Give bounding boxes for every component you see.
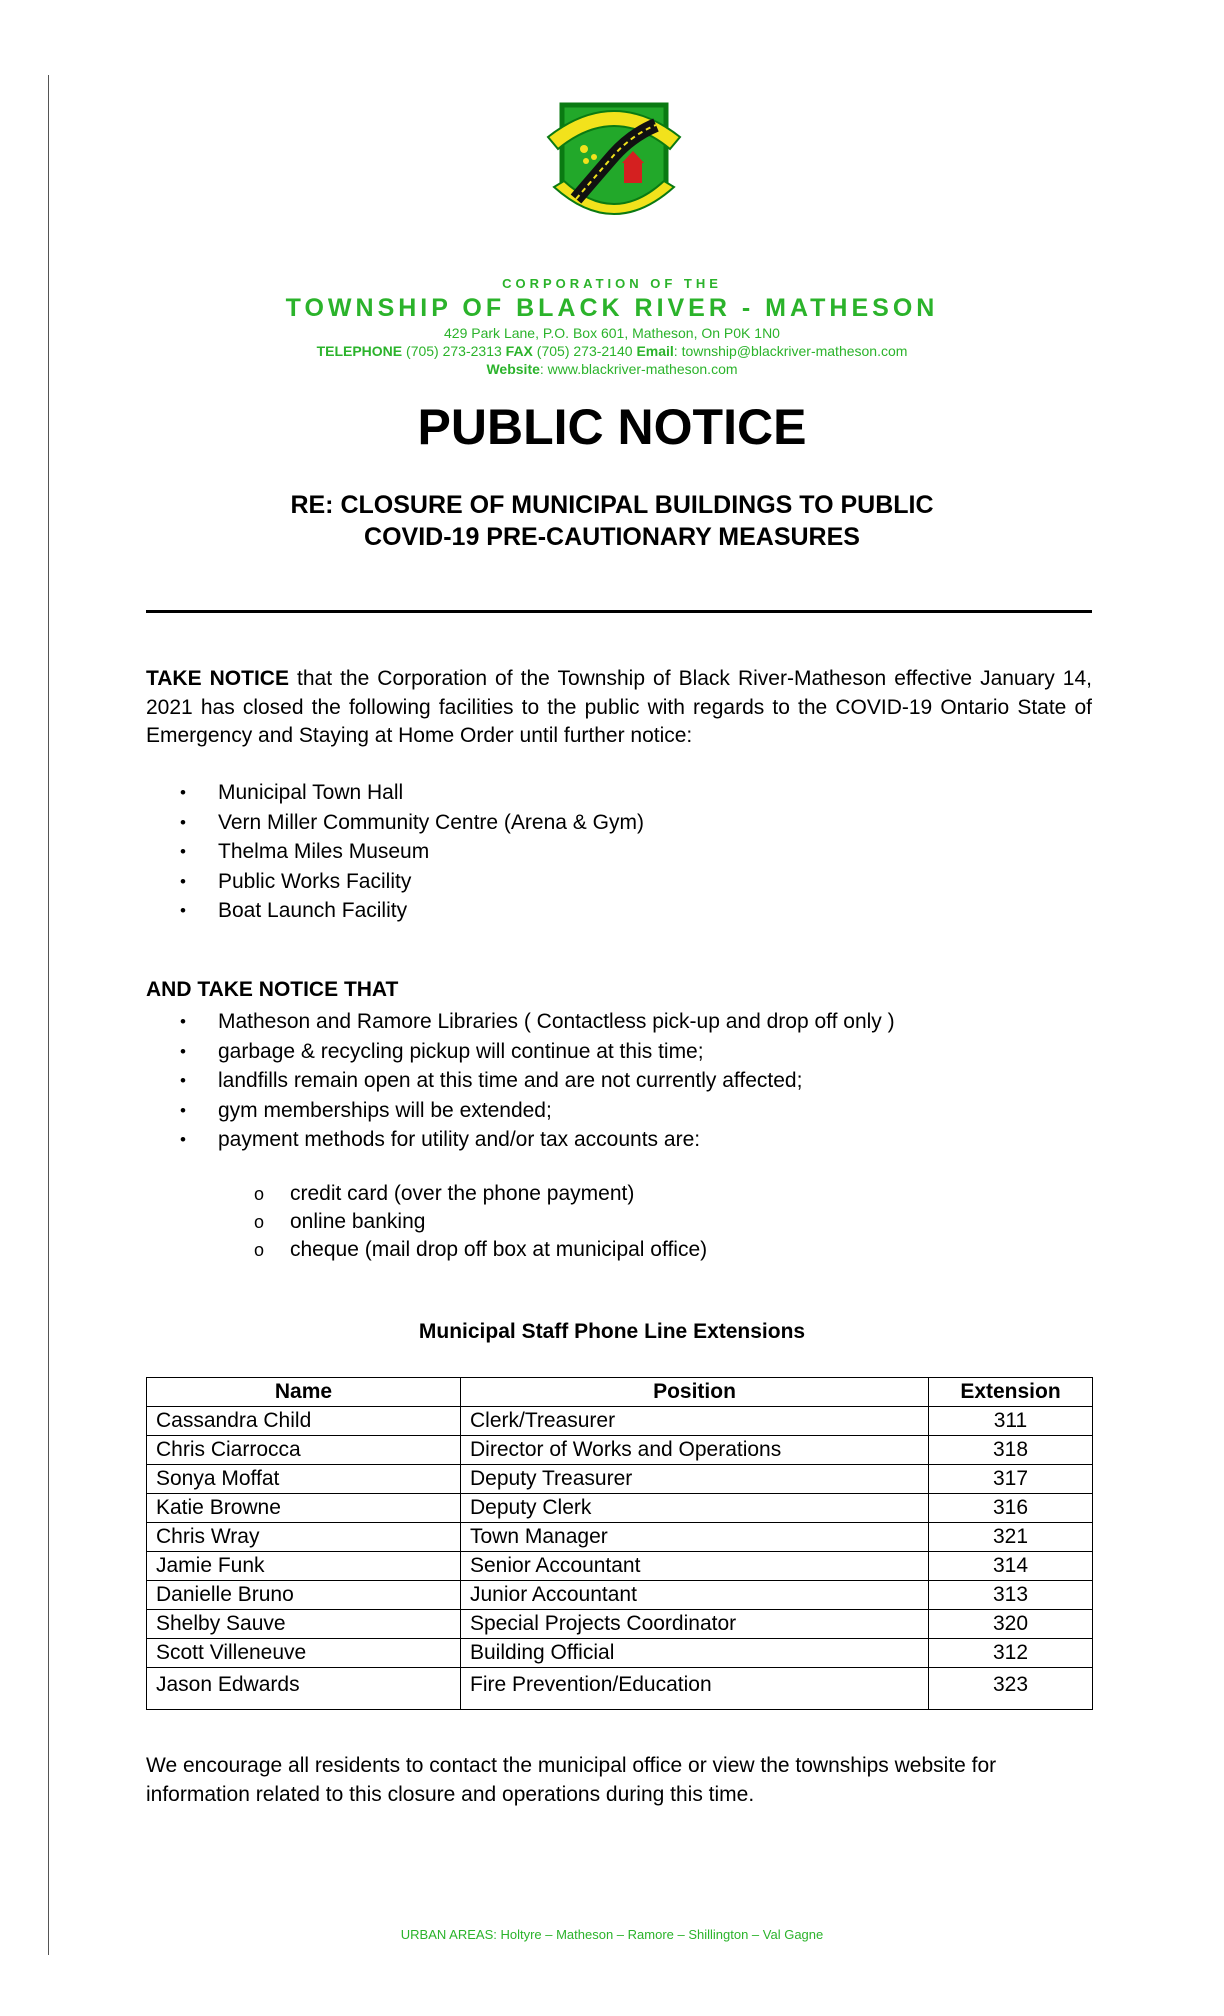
staff-name: Jamie Funk (147, 1552, 461, 1581)
township-address: 429 Park Lane, P.O. Box 601, Matheson, On P0K 1N0 (444, 325, 780, 341)
fax-number: (705) 273-2140 (536, 343, 633, 359)
table-row (147, 1494, 1093, 1523)
list-item: o cheque (mail drop off box at municipal office) (254, 1236, 707, 1264)
staff-extension: 323 (929, 1668, 1093, 1710)
staff-extension: 314 (929, 1552, 1093, 1581)
staff-position: Clerk/Treasurer (461, 1407, 929, 1436)
list-item: • Thelma Miles Museum (180, 837, 644, 867)
notices-list (180, 1007, 895, 1155)
list-item: o online banking (254, 1208, 707, 1236)
staff-name: Sonya Moffat (147, 1465, 461, 1494)
table-row (147, 1465, 1093, 1494)
and-take-notice-heading: AND TAKE NOTICE THAT (146, 978, 399, 1001)
payment-methods-list (254, 1180, 707, 1264)
table-row (147, 1581, 1093, 1610)
list-item: • payment methods for utility and/or tax accounts are: (180, 1125, 895, 1155)
staff-extension: 316 (929, 1494, 1093, 1523)
staff-position: Deputy Treasurer (461, 1465, 929, 1494)
list-item: • Vern Miller Community Centre (Arena & Gym) (180, 808, 644, 838)
column-header-extension: Extension (929, 1378, 1093, 1407)
fax-label: FAX (505, 343, 533, 359)
staff-extension: 317 (929, 1465, 1093, 1494)
closing-paragraph: We encourage all residents to contact the municipal office or view the townships website for information related to this closure and operations during this time. (146, 1754, 997, 1806)
list-item: o credit card (over the phone payment) (254, 1180, 707, 1208)
staff-table-title: Municipal Staff Phone Line Extensions (418, 1320, 806, 1343)
telephone-label: TELEPHONE (316, 343, 403, 359)
staff-extensions-table (146, 1377, 1093, 1710)
staff-position: Deputy Clerk (461, 1494, 929, 1523)
staff-name: Chris Wray (147, 1523, 461, 1552)
corporation-label: CORPORATION OF THE (502, 276, 722, 291)
staff-name: Shelby Sauve (147, 1610, 461, 1639)
table-row (147, 1668, 1093, 1710)
facilities-list (180, 778, 644, 926)
table-header-row (147, 1378, 1093, 1407)
staff-name: Scott Villeneuve (147, 1639, 461, 1668)
table-row (147, 1407, 1093, 1436)
list-item: • landfills remain open at this time and are not currently affected; (180, 1066, 895, 1096)
table-row (147, 1436, 1093, 1465)
staff-name: Katie Browne (147, 1494, 461, 1523)
table-row (147, 1552, 1093, 1581)
list-item: • gym memberships will be extended; (180, 1096, 895, 1126)
staff-position: Special Projects Coordinator (461, 1610, 929, 1639)
township-name: TOWNSHIP OF BLACK RIVER - MATHESON (285, 294, 939, 322)
list-item: • Public Works Facility (180, 867, 644, 897)
take-notice-paragraph (146, 665, 1092, 751)
telephone-number: (705) 273-2313 (406, 343, 502, 359)
column-header-name: Name (147, 1378, 461, 1407)
website-label: Website (486, 361, 540, 377)
take-notice-lead: TAKE NOTICE (146, 667, 289, 690)
staff-position: Director of Works and Operations (461, 1436, 929, 1465)
page-title: PUBLIC NOTICE (417, 399, 807, 455)
email-label: Email (636, 343, 674, 359)
staff-extension: 321 (929, 1523, 1093, 1552)
table-row (147, 1639, 1093, 1668)
re-line-1: RE: CLOSURE OF MUNICIPAL BUILDINGS TO PUBLIC (290, 491, 934, 519)
staff-extension: 318 (929, 1436, 1093, 1465)
re-line-2: COVID-19 PRE-CAUTIONARY MEASURES (364, 523, 860, 551)
contact-line (0, 343, 1224, 359)
staff-name: Danielle Bruno (147, 1581, 461, 1610)
staff-extension: 320 (929, 1610, 1093, 1639)
staff-name: Chris Ciarrocca (147, 1436, 461, 1465)
staff-name: Cassandra Child (147, 1407, 461, 1436)
list-item: • Municipal Town Hall (180, 778, 644, 808)
staff-extension: 313 (929, 1581, 1093, 1610)
website-line (0, 361, 1224, 377)
horizontal-rule (146, 610, 1092, 613)
township-crest-logo (540, 91, 688, 239)
email-address[interactable]: : township@blackriver-matheson.com (673, 343, 908, 359)
staff-name: Jason Edwards (147, 1668, 461, 1710)
footer-urban-areas: URBAN AREAS: Holtyre – Matheson – Ramore – Shillington – Val Gagne (400, 1927, 824, 1942)
staff-extension: 312 (929, 1639, 1093, 1668)
list-item: • Boat Launch Facility (180, 896, 644, 926)
staff-position: Junior Accountant (461, 1581, 929, 1610)
website-link[interactable]: : www.blackriver-matheson.com (539, 361, 738, 377)
list-item: • garbage & recycling pickup will continue at this time; (180, 1037, 895, 1067)
staff-position: Senior Accountant (461, 1552, 929, 1581)
staff-position: Building Official (461, 1639, 929, 1668)
staff-position: Fire Prevention/Education (461, 1668, 929, 1710)
staff-position: Town Manager (461, 1523, 929, 1552)
table-row (147, 1523, 1093, 1552)
table-row (147, 1610, 1093, 1639)
staff-extension: 311 (929, 1407, 1093, 1436)
list-item: • Matheson and Ramore Libraries ( Contactless pick-up and drop off only ) (180, 1007, 895, 1037)
take-notice-text: that the Corporation of the Township of Black River-Matheson effective January 14, 2021 has closed the following facilities to the public with regards to the COVID-19 Ontario State of Emergency and Staying at Home Order until further notice: (146, 667, 1093, 747)
column-header-position: Position (461, 1378, 929, 1407)
